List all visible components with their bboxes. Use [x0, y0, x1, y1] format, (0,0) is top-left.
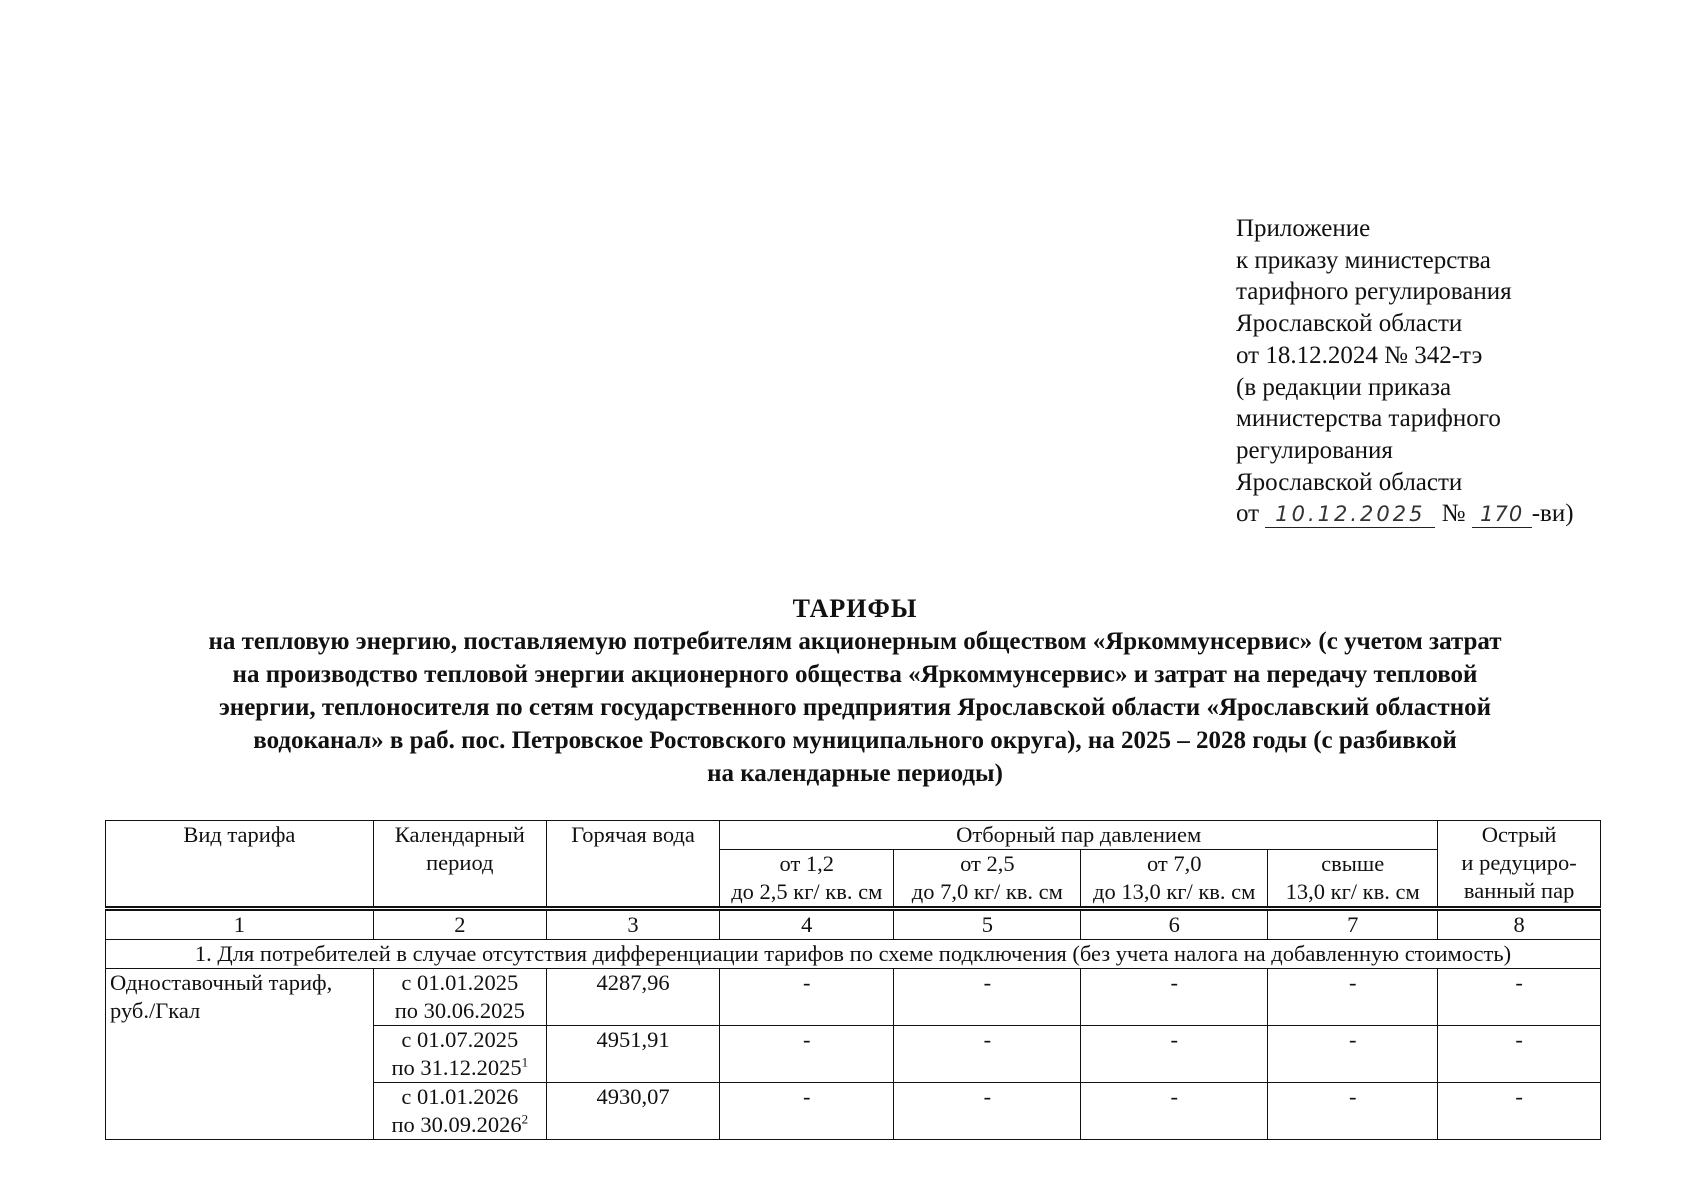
- section-row: [106, 940, 1601, 969]
- hot-water-value: 4287,96: [546, 969, 719, 1026]
- period-cell: [373, 1026, 546, 1083]
- title-heading: ТАРИФЫ: [792, 594, 918, 623]
- tariff-table: [105, 820, 1601, 1140]
- header-steam-col: [1081, 850, 1268, 909]
- annex-block: [1236, 213, 1676, 530]
- column-number: 2: [373, 909, 546, 940]
- document-title: [105, 592, 1605, 790]
- section-title: 1. Для потребителей в случае отсутствия дифференциации тарифов по схеме подключения (без учета налога на добавленную стоимость): [106, 940, 1601, 969]
- header-hot-water: Горячая вода: [546, 821, 719, 909]
- period-from: с 01.01.2025: [401, 970, 519, 995]
- table-row: [106, 969, 1601, 1026]
- period-to: [378, 997, 542, 1025]
- tariff-name-cell: [106, 969, 374, 1140]
- annex-line: министерства тарифного: [1236, 405, 1501, 433]
- empty-value: -: [1081, 969, 1268, 1026]
- annex-suffix: -ви): [1531, 500, 1574, 528]
- empty-value: -: [720, 1026, 894, 1083]
- empty-value: -: [1081, 1026, 1268, 1083]
- period-to-text: по 30.09.2026: [391, 1112, 522, 1137]
- empty-value: -: [894, 969, 1081, 1026]
- tariff-name-line: руб./Гкал: [110, 998, 201, 1023]
- handwritten-number: 170: [1472, 501, 1532, 528]
- empty-value: -: [1081, 1083, 1268, 1140]
- annex-amendment-line: [1236, 498, 1676, 530]
- annex-line: Ярославской области: [1236, 310, 1463, 338]
- hot-water-value: 4951,91: [546, 1026, 719, 1083]
- column-number: 1: [106, 909, 374, 940]
- empty-value: -: [894, 1026, 1081, 1083]
- header-steam-col: [720, 850, 894, 909]
- period-from: с 01.01.2026: [401, 1084, 519, 1109]
- footnote-mark: 1: [521, 1054, 529, 1070]
- empty-value: -: [1268, 1083, 1438, 1140]
- empty-value: -: [720, 1083, 894, 1140]
- column-number: 3: [546, 909, 719, 940]
- steam-col-line: от 2,5: [960, 851, 1015, 876]
- period-cell: [373, 1083, 546, 1140]
- header-steam-col: [1268, 850, 1438, 909]
- tariff-name-line: Одноставочный тариф,: [110, 970, 333, 995]
- title-line: водоканал» в раб. пос. Петровское Ростовского муниципального округа), на 2025 – 2028 годы (с разбивкой: [253, 727, 1457, 754]
- handwritten-date: 10.12.2025: [1265, 501, 1435, 528]
- header-sharp-steam-line: ванный пар: [1463, 878, 1575, 903]
- column-number: 6: [1081, 909, 1268, 940]
- header-steam-group: Отборный пар давлением: [720, 821, 1438, 850]
- title-line: на тепловую энергию, поставляемую потребителям акционерным обществом «Яркоммунсервис» (с учетом затрат: [208, 628, 1502, 655]
- header-row: [106, 821, 1601, 850]
- header-steam-col: [894, 850, 1081, 909]
- steam-col-line: до 7,0 кг/ кв. см: [911, 879, 1063, 904]
- footnote-mark: 2: [521, 1111, 529, 1127]
- column-number: 8: [1438, 909, 1601, 940]
- period-cell: [373, 969, 546, 1026]
- title-line: на производство тепловой энергии акционерного общества «Яркоммунсервис» и затрат на передачу тепловой: [232, 661, 1478, 688]
- annex-line: регулирования: [1236, 436, 1393, 464]
- annex-line: от 18.12.2024 № 342-тэ: [1236, 341, 1483, 369]
- period-to-text: по 31.12.2025: [391, 1055, 522, 1080]
- annex-line: Приложение: [1236, 215, 1371, 242]
- steam-col-line: до 2,5 кг/ кв. см: [731, 879, 883, 904]
- empty-value: -: [1268, 969, 1438, 1026]
- empty-value: -: [894, 1083, 1081, 1140]
- column-number: 4: [720, 909, 894, 940]
- period-to-text: по 30.06.2025: [394, 998, 525, 1023]
- empty-value: -: [1438, 1083, 1601, 1140]
- period-from: с 01.07.2025: [401, 1027, 519, 1052]
- annex-line: к приказу министерства: [1236, 246, 1491, 274]
- period-to: [378, 1054, 542, 1082]
- steam-col-line: до 13,0 кг/ кв. см: [1093, 879, 1256, 904]
- title-line: на календарные периоды): [707, 760, 1003, 787]
- hot-water-value: 4930,07: [546, 1083, 719, 1140]
- period-to: [378, 1111, 542, 1139]
- empty-value: -: [720, 969, 894, 1026]
- annex-prefix: от: [1236, 500, 1260, 528]
- header-sharp-steam-line: и редуциро-: [1461, 850, 1577, 875]
- steam-col-line: от 1,2: [779, 851, 835, 876]
- steam-col-line: 13,0 кг/ кв. см: [1285, 879, 1420, 904]
- annex-line: Ярославской области: [1236, 468, 1463, 496]
- header-sharp-steam: [1438, 821, 1601, 909]
- annex-line: тарифного регулирования: [1236, 278, 1512, 306]
- steam-col-line: свыше: [1321, 851, 1385, 876]
- header-sharp-steam-line: Острый: [1481, 822, 1557, 847]
- empty-value: -: [1438, 1026, 1601, 1083]
- column-number-row: [106, 909, 1601, 940]
- empty-value: -: [1268, 1026, 1438, 1083]
- title-line: энергии, теплоносителя по сетям государственного предприятия Ярославской области «Ярославский областной: [219, 694, 1491, 721]
- column-number: 7: [1268, 909, 1438, 940]
- annex-line: (в редакции приказа: [1236, 373, 1452, 401]
- steam-col-line: от 7,0: [1146, 851, 1202, 876]
- column-number: 5: [894, 909, 1081, 940]
- header-tariff-type: Вид тарифа: [106, 821, 374, 909]
- empty-value: -: [1438, 969, 1601, 1026]
- number-sign: №: [1441, 500, 1466, 528]
- header-period: Календарный период: [373, 821, 546, 909]
